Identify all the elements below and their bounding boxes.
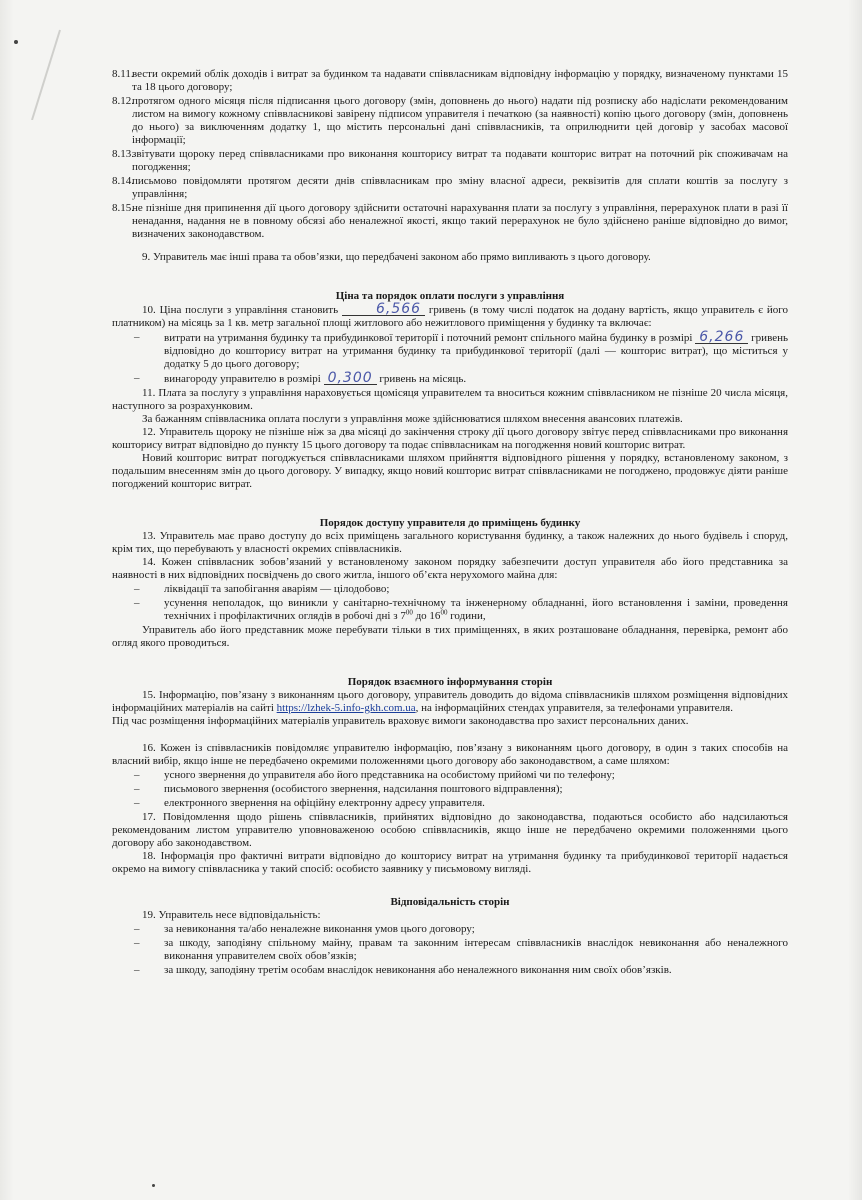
heading-access: Порядок доступу управителя до приміщень будинку	[319, 517, 581, 529]
access-purpose-accidents: – ліквідації та запобігання аваріям — цілодобово;	[134, 583, 390, 595]
paragraph-12: 12. Управитель щороку не пізніше ніж за два місяці до закінчення строку дії цього договору звітує перед співвласниками про виконання кошторису витрат відповідно до пункту 15 цього договору та подає співвласникам на погодження новий кошторис витрат.	[112, 426, 788, 451]
paragraph-14: 14. Кожен співвласник зобов’язаний у встановленому законом порядку забезпечити доступ управителя або його представника за наявності в них відповідних посвідчень до свого житла, іншого об’єкта нерухомого майна для:	[112, 556, 788, 581]
paragraph-13: 13. Управитель має право доступу до всіх приміщень загального користування будинку, а також належних до нього будівель і споруд, крім тих, що перебувають у власності окремих співвласників.	[112, 530, 788, 555]
handwritten-reward: 0,300	[324, 372, 377, 385]
item-8-12: 8.12. протягом одного місяця після підписання цього договору (змін, доповнень до нього) надати під розписку або надіслати рекомендованим листом на вимогу кожному співвласникові завірену підписом управителя і печаткою (за наявності) копію цього договору (змін, доповнень до нього) за виключенням додатку 1, що містить персональні дані співвласників, та оприлюднити цей договір у засобах масової інформації;	[112, 95, 788, 146]
responsibility-nonfulfillment: – за невиконання та/або неналежне виконання умов цього договору;	[134, 923, 475, 935]
paragraph-10: 10. Ціна послуги з управління становить 6,566 гривень (в тому числі податок на додану вартість, якщо управитель є його платником) на місяць за 1 кв. метр загальної площі житлового або нежитлового приміщення у будинку та включає:	[112, 301, 788, 329]
paragraph-18: 18. Інформація про фактичні витрати відповідно до кошторису витрат на утримання будинку та прибудинкової території надається окремо на вимогу співвласника у такий спосіб: особисто заявнику у письмовому вигляді.	[112, 850, 788, 875]
heading-price: Ціна та порядок оплати послуги з управління	[335, 290, 565, 302]
item-8-11: 8.11. вести окремий облік доходів і витрат за будинком та надавати співвласникам відповідну інформацію у порядку, визначеному пунктами 15 та 18 цього договору;	[112, 68, 788, 93]
document-body	[112, 68, 788, 978]
contact-method-electronic: – електронного звернення на офіційну електронну адресу управителя.	[134, 797, 485, 809]
scan-fold-line	[0, 0, 70, 120]
scan-speck	[152, 1184, 155, 1187]
website-link[interactable]: https://lzhek-5.info-gkh.com.ua	[276, 702, 416, 714]
handwritten-maintenance-cost: 6,266	[695, 331, 748, 344]
responsibility-third-parties: – за шкоду, заподіяну третім особам внаслідок невиконання або неналежного виконання ним своїх обов’язків.	[134, 964, 672, 976]
responsibility-common-property: – за шкоду, заподіяну спільному майну, правам та законним інтересам співвласників внаслідок невиконання або неналежного виконання управителем своїх обов’язків;	[134, 937, 788, 962]
contact-method-written: – письмового звернення (особистого звернення, надсилання поштового відправлення);	[134, 783, 563, 795]
item-8-14: 8.14. письмово повідомляти протягом десяти днів співвласникам про зміну власної адреси, реквізитів для сплати коштів за послугу з управління;	[112, 175, 788, 200]
paragraph-11-advance: За бажанням співвласника оплата послуги з управління може здійснюватися шляхом внесення авансових платежів.	[142, 413, 683, 425]
paragraph-14-presence: Управитель або його представник може перебувати тільки в тих приміщеннях, в яких розташоване обладнання, перевірка, ремонт або огляд якого проводиться.	[112, 624, 788, 649]
price-component-reward: – винагороду управителю в розмірі 0,300 гривень на місяць.	[134, 370, 467, 386]
heading-information: Порядок взаємного інформування сторін	[347, 676, 553, 688]
item-8-15: 8.15. не пізніше дня припинення дії цього договору здійснити остаточні нарахування плати за послугу з управління, перерахунок плати в разі її ненадання, надання не в повному обсязі або неналежної якості, якщо такий перерахунок не було здійснено раніше відповідно до вимог, визначених законодавством.	[112, 202, 788, 240]
scan-speck	[14, 40, 18, 44]
paragraph-17: 17. Повідомлення щодо рішень співвласників, прийнятих відповідно до законодавства, подаються особисто або надсилаються рекомендованим листом управителю уповноваженою особою співвласників, якщо інше не передбачено окремими положеннями цього договору або законодавством.	[112, 811, 788, 849]
paragraph-9: 9. Управитель має інші права та обов’язки, що передбачені законом або прямо випливають з цього договору.	[142, 251, 651, 263]
paragraph-16: 16. Кожен із співвласників повідомляє управителю інформацію, пов’язану з виконанням цього договору, в один з таких способів на власний вибір, якщо інше не передбачено окремими положеннями цього договору або законодавством, а саме шляхом:	[112, 742, 788, 767]
paragraph-11: 11. Плата за послугу з управління нараховується щомісяця управителем та вноситься кожним співвласником не пізніше 20 числа місяця, наступного за розрахунковим.	[112, 387, 788, 412]
section-8-items	[112, 68, 788, 241]
handwritten-price: 6,566	[342, 303, 425, 316]
access-purpose-repairs: – усунення неполадок, що виникли у санітарно-технічному та інженерному обладнанні, його встановлення і заміни, проведення технічних і профілактичних оглядів в робочі дні з $7^{00}$ до $16^{00}$ години,	[134, 597, 788, 622]
contact-method-oral: – усного звернення до управителя або його представника на особистому прийомі чи по телефону;	[134, 769, 615, 781]
item-8-13: 8.13. звітувати щороку перед співвласниками про виконання кошторису витрат та подавати кошторис витрат на поточний рік споживачам на погодження;	[112, 148, 788, 173]
paragraph-19: 19. Управитель несе відповідальність:	[142, 909, 321, 921]
paragraph-15-privacy: Під час розміщення інформаційних матеріалів управитель враховує вимоги законодавства про захист персональних даних.	[112, 715, 689, 727]
paragraph-12-new-estimate: Новий кошторис витрат погоджується співвласниками шляхом прийняття відповідного рішення у порядку, встановленому законом, з подальшим внесенням змін до цього договору. У випадку, якщо новий кошторис витрат співвласниками не погоджено, продовжує діяти раніше погоджений кошторис витрат.	[112, 452, 788, 490]
paragraph-15: 15. Інформацію, пов’язану з виконанням цього договору, управитель доводить до відома співвласників шляхом розміщення відповідних інформаційних матеріалів на сайті https://lzhek-5.info-gkh.com.ua, на інформаційних стендах управителя, за телефонами управителя.	[112, 689, 788, 714]
heading-responsibility: Відповідальність сторін	[390, 896, 510, 908]
price-component-maintenance: – витрати на утримання будинку та прибудинкової території і поточний ремонт спільного майна будинку в розмірі 6,266 гривень відповідно до кошторису витрат на утримання будинку та прибудинкової території (далі — кошторис витрат), що міститься у додатку 5 до цього договору;	[134, 329, 788, 370]
